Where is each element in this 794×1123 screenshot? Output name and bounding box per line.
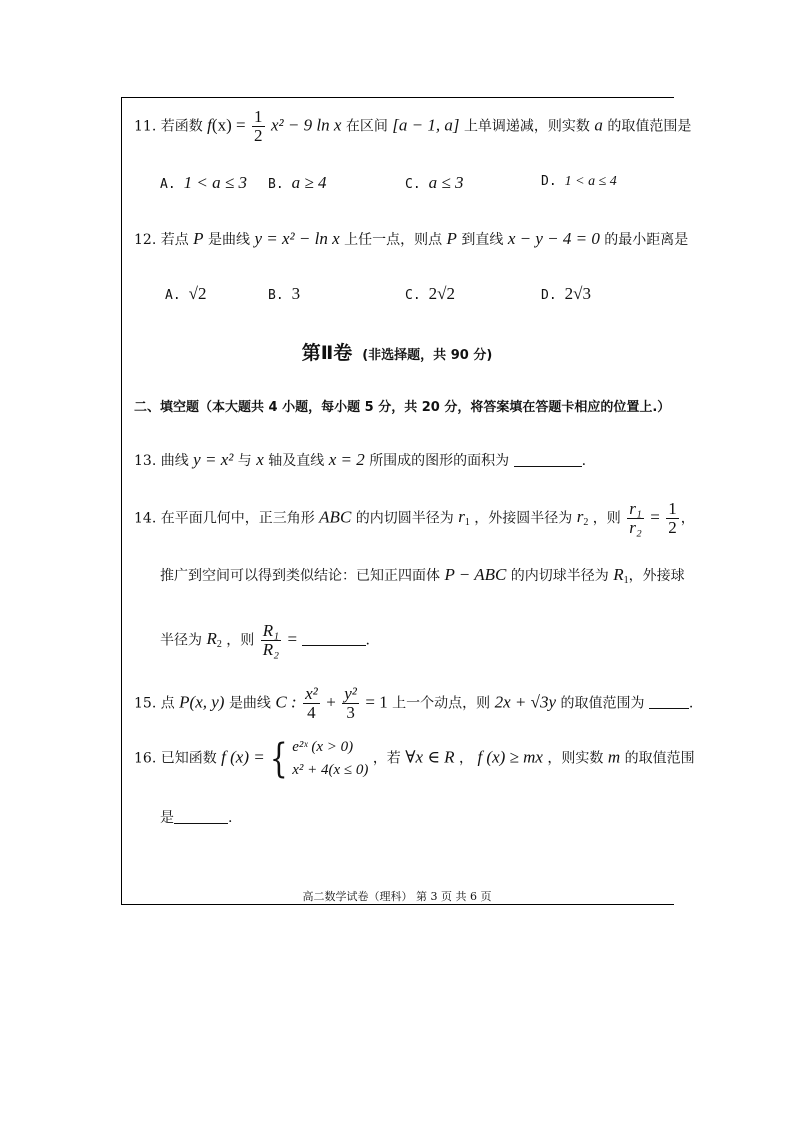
question-text: 在区间 xyxy=(345,118,388,135)
math-curve: y = x² xyxy=(193,450,234,469)
math-eq: = xyxy=(287,629,298,649)
q11-option-d: D. 1 < a ≤ 4 xyxy=(541,174,617,189)
question-text: . xyxy=(365,632,370,649)
fraction-R1-R2: $\frac{\text{R₁}}{\text{R₂}}$ xyxy=(262,621,280,659)
question-16-line-1 xyxy=(134,736,695,781)
brace-icon: { xyxy=(269,735,288,782)
question-text: 已知函数 xyxy=(160,750,217,767)
math-eq: (x) = xyxy=(211,115,246,135)
math-var: a xyxy=(594,115,603,135)
fraction-half: $\frac{1}{2}$ xyxy=(668,499,677,537)
section-title xyxy=(0,338,794,365)
question-text: 的最小距离是 xyxy=(604,232,689,248)
q11-option-a: A. 1 < a ≤ 3 xyxy=(160,173,247,192)
section-heading: 二、填空题（本大题共 4 小题，每小题 5 分，共 20 分，将答案填在答题卡相应的位置上.） xyxy=(134,400,671,415)
question-14-line-3: 半径为 $R_2$ ，则 $\frac{\text{R₁}}{\text{R₂}}$ = . xyxy=(160,621,370,659)
question-number: 13. xyxy=(134,453,157,469)
math-curve: y = x² − ln x xyxy=(254,229,340,248)
question-text: 的取值范围 xyxy=(624,750,695,767)
question-text: ， xyxy=(459,750,473,767)
math-expression: x² − 9 ln x xyxy=(270,115,342,135)
frame-left-border xyxy=(121,97,122,905)
question-text: . xyxy=(688,695,694,712)
answer-blank[interactable] xyxy=(174,809,228,824)
math-line: x − y − 4 = 0 xyxy=(507,229,600,248)
math-tetrahedron: P − ABC xyxy=(444,565,507,584)
math-R2: R xyxy=(206,629,217,649)
question-text: 若点 xyxy=(160,232,189,248)
question-text: 是曲线 xyxy=(208,232,251,248)
question-text: 与 xyxy=(237,453,252,469)
math-inequality: f (x) ≥ mx xyxy=(477,747,543,767)
math-p: P xyxy=(193,229,204,248)
question-text: ， xyxy=(680,510,695,527)
math-p: P xyxy=(446,229,457,248)
question-text: 所围成的图形的面积为 xyxy=(369,453,510,469)
question-text: 是 xyxy=(160,810,174,826)
math-f: f xyxy=(207,115,212,135)
math-eq: = xyxy=(650,507,660,527)
question-13 xyxy=(134,451,586,468)
question-number: 15. xyxy=(134,695,157,712)
fraction-half: $\frac{1}{2}$ xyxy=(254,107,263,145)
question-text: 的内切球半径为 xyxy=(510,568,609,584)
math-point: P(x, y) xyxy=(179,692,225,712)
question-text: 上一个动点，则 xyxy=(392,695,491,712)
answer-blank[interactable] xyxy=(302,631,366,646)
question-text: ，外接圆半径为 xyxy=(474,510,573,527)
math-fx: f (x) = xyxy=(221,747,265,767)
q12-option-a: A. √2 xyxy=(165,284,207,303)
question-text: . xyxy=(228,810,233,826)
answer-blank[interactable] xyxy=(514,452,582,467)
q11-option-b: B. a ≥ 4 xyxy=(268,173,327,192)
question-text: ，若 xyxy=(372,750,401,767)
question-text: 是曲线 xyxy=(228,695,271,712)
math-m: m xyxy=(607,747,621,767)
section-note: (非选择题，共 90 分) xyxy=(362,348,493,363)
frame-bottom-border xyxy=(121,904,674,905)
fraction-r1-r2: $\frac{\text{r₁}}{\text{r₂}}$ xyxy=(629,499,642,537)
math-expression: 2x + √3y xyxy=(494,692,557,712)
question-14-line-2: 推广到空间可以得到类似结论：已知正四面体 P − ABC 的内切球半径为 $R_1$，外接球 xyxy=(160,565,685,586)
question-number: 14. xyxy=(134,510,157,527)
math-curve-c: C : xyxy=(275,692,297,712)
math-line: x = 2 xyxy=(328,450,365,469)
q12-option-b: B. 3 xyxy=(268,284,301,303)
math-R1: R xyxy=(613,565,624,584)
math-interval: [a − 1, a] xyxy=(392,115,460,135)
frame-top-border xyxy=(121,97,674,98)
question-text: 推广到空间可以得到类似结论：已知正四面体 xyxy=(160,568,440,584)
question-number: 11. xyxy=(134,118,157,135)
question-12 xyxy=(134,230,688,247)
q12-option-d: D. 2√3 xyxy=(541,284,591,303)
question-text: 的内切圆半径为 xyxy=(355,510,454,527)
answer-blank[interactable] xyxy=(649,694,689,709)
math-eq: = 1 xyxy=(365,692,388,712)
question-text: 点 xyxy=(160,695,175,712)
question-number: 12. xyxy=(134,232,157,248)
question-text: 若函数 xyxy=(160,118,203,135)
page-footer: 高二数学试卷（理科） 第 3 页 共 6 页 xyxy=(302,890,492,903)
question-text: 曲线 xyxy=(160,453,189,469)
question-number: 16. xyxy=(134,750,157,767)
question-16-line-2 xyxy=(160,809,232,825)
question-text: ，则 xyxy=(592,510,621,527)
math-forall: ∀x ∈ R xyxy=(405,747,455,767)
section-title-text: 第Ⅱ卷 xyxy=(301,342,353,364)
question-text: 半径为 xyxy=(160,632,202,649)
math-r1: r xyxy=(458,507,465,527)
question-11 xyxy=(134,108,691,145)
question-14-line-1: 14. 在平面几何中，正三角形 ABC 的内切圆半径为 $r_1$ ，外接圆半径为 $r_2$ ，则 $\frac{\text{r₁}}{\text{r₂}}$ = $\frac{1}{2}$ ， xyxy=(134,499,695,537)
math-x: x xyxy=(256,450,264,469)
question-text: . xyxy=(581,453,587,469)
question-text: 在平面几何中，正三角形 xyxy=(160,510,315,527)
fraction-x2-4: $\frac{\text{x²}}{4}$ xyxy=(305,684,318,722)
question-text: 轴及直线 xyxy=(268,453,325,469)
question-text: ，则实数 xyxy=(547,750,604,767)
question-text: 上单调递减，则实数 xyxy=(463,118,590,135)
question-text: 的取值范围为 xyxy=(560,695,645,712)
question-text: ，外接球 xyxy=(628,568,685,584)
q11-option-c: C. a ≤ 3 xyxy=(405,173,464,192)
question-text: 的取值范围是 xyxy=(607,118,692,135)
math-plus: + xyxy=(326,692,336,712)
fraction-y2-3: $\frac{\text{y²}}{3}$ xyxy=(344,684,357,722)
piecewise-cases: e²ˣ (x > 0) x² + 4(x ≤ 0) xyxy=(292,739,369,778)
math-abc: ABC xyxy=(319,507,352,527)
question-15 xyxy=(134,685,693,722)
math-r2: r xyxy=(576,507,584,527)
q12-option-c: C. 2√2 xyxy=(405,284,455,303)
question-text: 到直线 xyxy=(461,232,504,248)
question-text: ，则 xyxy=(226,632,255,649)
question-text: 上任一点，则点 xyxy=(344,232,443,248)
